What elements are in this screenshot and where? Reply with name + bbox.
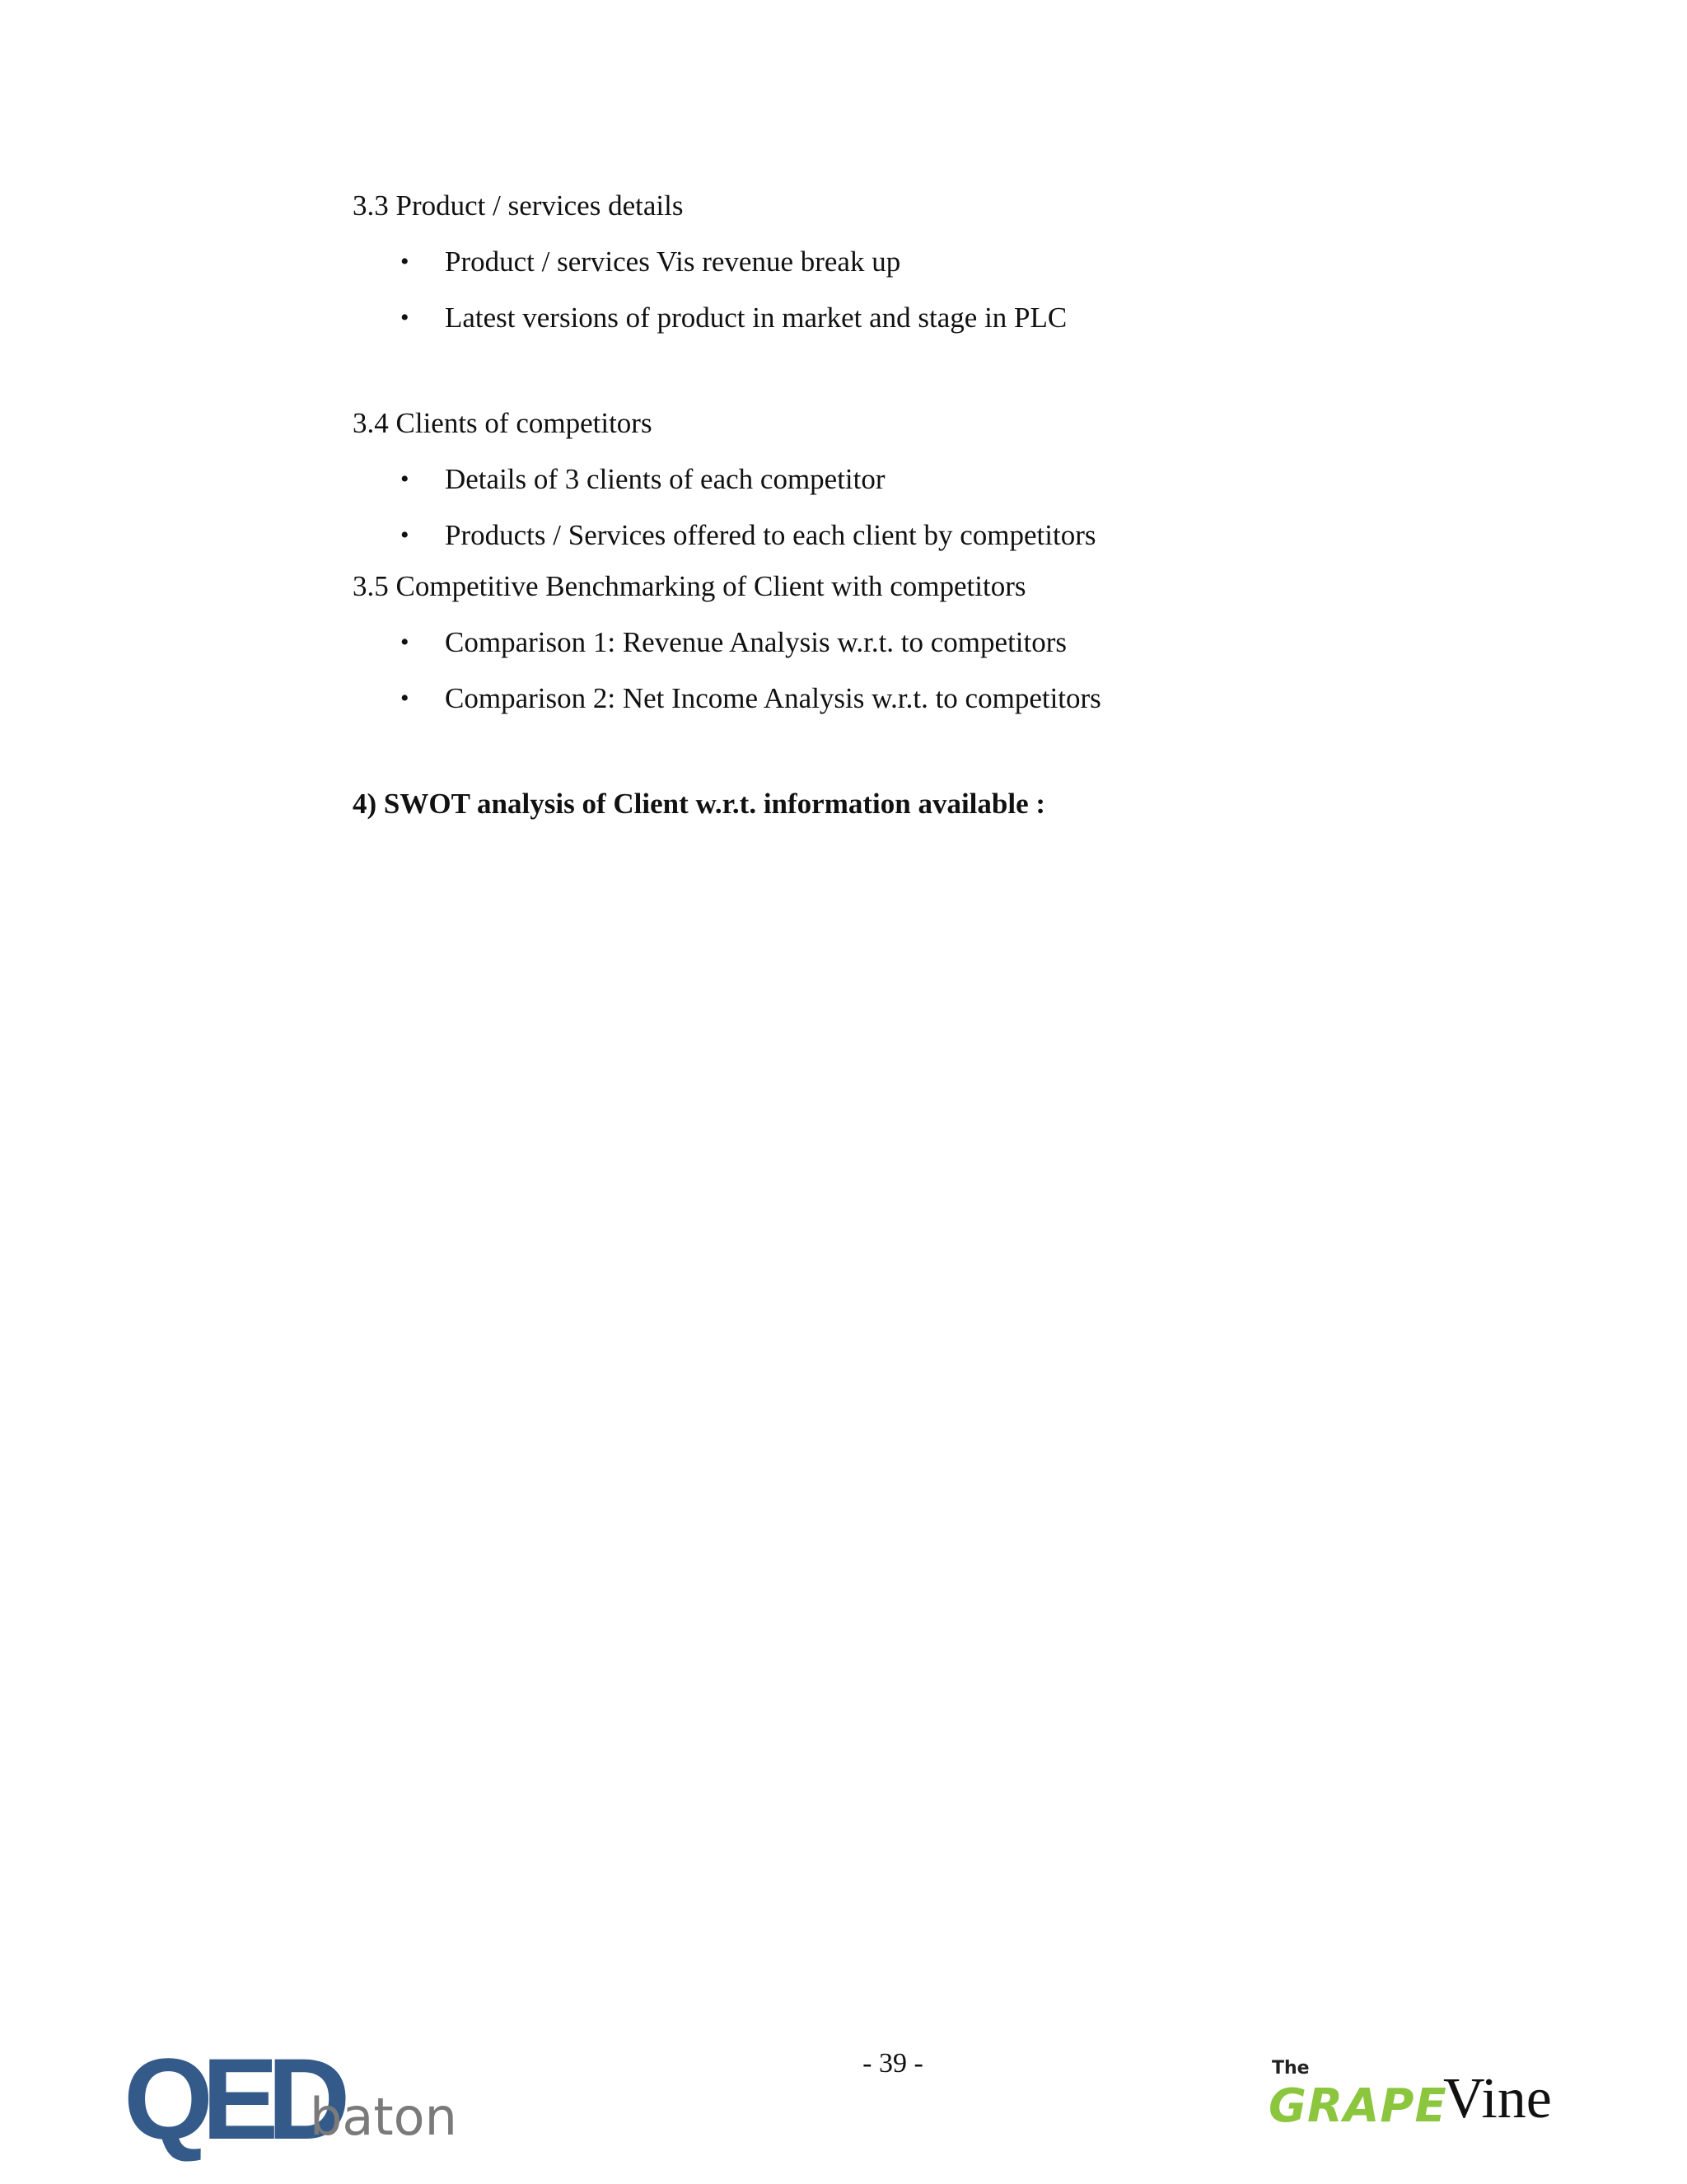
bullet-list-3-3 [353,239,1506,341]
page-number: - 39 - [862,2048,923,2079]
list-item [353,676,1506,722]
list-item [353,295,1506,341]
list-item-text: Details of 3 clients of each competitor [445,463,886,495]
list-item [353,512,1506,559]
spacer [353,722,1506,781]
list-item [353,239,1506,285]
list-item [353,456,1506,503]
bullet-icon: • [400,248,409,275]
list-item [353,620,1506,666]
grapevine-logo [1269,2058,1582,2149]
bullet-list-3-5 [353,620,1506,722]
baton-logo-word: baton [310,2087,457,2147]
grapevine-logo-grape: GRAPE [1269,2079,1447,2133]
bullet-icon: • [400,685,409,712]
spacer [353,341,1506,400]
list-item-text: Comparison 1: Revenue Analysis w.r.t. to competitors [445,626,1068,658]
qed-baton-logo [124,2034,461,2163]
section-heading-3-5: 3.5 Competitive Benchmarking of Client with competitors [353,570,1026,602]
document-body [353,183,1506,827]
bullet-icon: • [400,521,409,549]
list-item-text: Latest versions of product in market and stage in PLC [445,302,1068,334]
bullet-icon: • [400,629,409,656]
grapevine-logo-vine: Vine [1443,2067,1552,2130]
bullet-list-3-4 [353,456,1506,559]
qed-logo-mark: QED [124,2034,339,2163]
swot-heading: 4) SWOT analysis of Client w.r.t. information available : [353,788,1046,820]
bullet-icon: • [400,304,409,331]
grapevine-logo-the: The [1272,2058,1310,2079]
list-item-text: Comparison 2: Net Income Analysis w.r.t. to competitors [445,682,1101,714]
list-item-text: Products / Services offered to each client by competitors [445,519,1096,551]
list-item-text: Product / services Vis revenue break up [445,246,901,278]
section-heading-3-3: 3.3 Product / services details [353,189,684,222]
bullet-icon: • [400,465,409,493]
section-heading-3-4: 3.4 Clients of competitors [353,407,652,439]
